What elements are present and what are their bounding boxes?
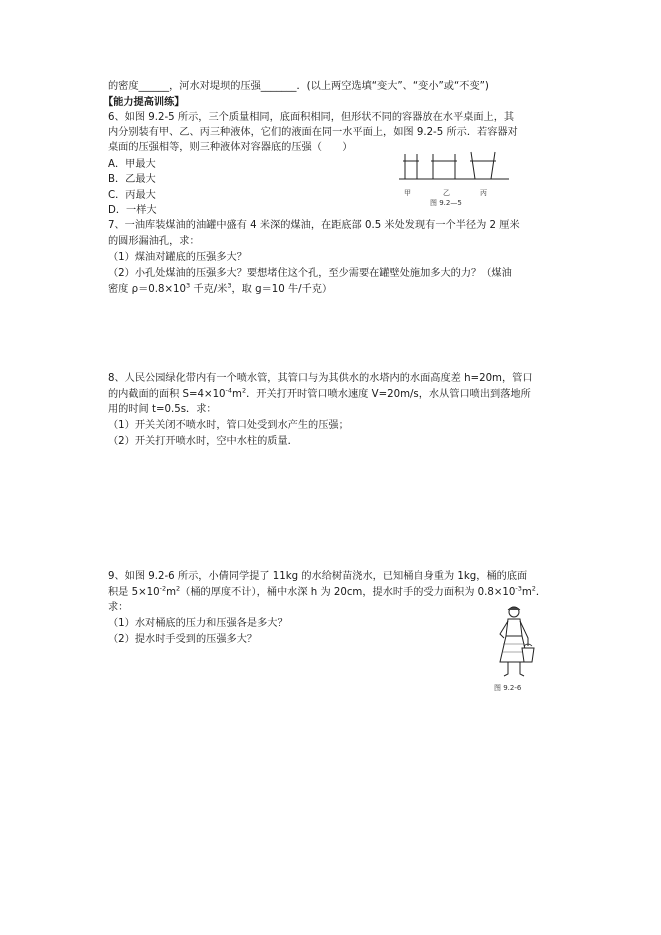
container-bing <box>470 152 496 179</box>
girl-right-arm <box>520 621 528 646</box>
q8-part-1: （1）开关关闭不喷水时，管口处受到水产生的压强； <box>108 420 349 431</box>
figure-9-2-5 <box>395 150 513 200</box>
q6-option-a: A．甲最大 <box>108 159 156 170</box>
text-line-1: 的密度______，河水对堤坝的压强_______．(以上两空选填“变大”、“变小”或“不变”) <box>108 81 489 92</box>
q8-line-2: 的内截面的面积 $S=4\times 10^{-4}m^2$．开关打开时管口喷水速度 V=20m/s，水从管口喷出到落地所 <box>108 386 531 400</box>
q6-line-3: 桌面的压强相等，则三种液体对容器底的压强（ ） <box>108 142 353 153</box>
q7-line-1: 7、一油库装煤油的油罐中盛有 4 米深的煤油，在距底部 0.5 米处发现有一个半径为 2 厘米 <box>108 220 520 231</box>
q7-line-5: 密度 $\rho=0.8\times 10^3$ 千克/米$^3$，取 g＝10 牛/千克） <box>108 281 333 295</box>
q9-part-1: （1）水对桶底的压力和压强各是多大？ <box>108 618 288 629</box>
q6-option-d: D．一样大 <box>108 205 157 216</box>
container-jia <box>403 154 419 179</box>
fig926-caption: 图 9.2-6 <box>494 684 522 692</box>
fig925-label-jia: 甲 <box>404 189 411 197</box>
q8-line-3: 用的时间 t=0.5s．求： <box>108 404 217 415</box>
q6-option-c: C．丙最大 <box>108 190 156 201</box>
fig925-caption: 图 9.2—5 <box>430 199 462 207</box>
q6-option-b: B．乙最大 <box>108 174 156 185</box>
container-yi <box>431 154 457 179</box>
fig925-label-bing: 丙 <box>480 189 487 197</box>
girl-legs <box>504 662 524 676</box>
q7-line-2: 的圆形漏油孔，求： <box>108 236 200 247</box>
q6-line-1: 6、如图 9.2-5 所示，三个质量相同，底面积相同，但形状不同的容器放在水平桌面上，其 <box>108 112 515 123</box>
q9-line-2: 积是 $5\times 10^{-2}m^2$（桶的厚度不计），桶中水深 h 为 20cm，提水时手的受力面积为 $0.8\times 10^{-3}m^2$． <box>108 584 547 598</box>
girl-hair <box>508 607 520 610</box>
section-heading: 【能力提高训练】 <box>103 97 185 108</box>
q6-line-2: 内分别装有甲、乙、丙三种液体，它们的液面在同一水平面上，如图 9.2-5 所示．若容器对 <box>108 127 518 138</box>
q9-line-3: 求： <box>108 602 129 613</box>
q7-part-2: （2）小孔处煤油的压强多大？要想堵住这个孔，至少需要在罐壁处施加多大的力？（煤油 <box>108 268 512 279</box>
q9-line-1: 9、如图 9.2-6 所示，小倩同学提了 11kg 的水给树苗浇水，已知桶自身重为 1kg，桶的底面 <box>108 571 528 582</box>
bucket <box>522 648 534 662</box>
q7-part-1: （1）煤油对罐底的压强多大？ <box>108 252 247 263</box>
figure-9-2-6 <box>484 604 544 680</box>
q8-line-1: 8、人民公园绿化带内有一个喷水管，其管口与为其供水的水塔内的水面高度差 h=20m，管口 <box>108 373 533 384</box>
girl-torso <box>506 619 522 636</box>
q9-part-2: （2）提水时手受到的压强多大？ <box>108 634 258 645</box>
fig925-label-yi: 乙 <box>443 189 450 197</box>
q8-part-2: （2）开关打开喷水时，空中水柱的质量． <box>108 436 298 447</box>
